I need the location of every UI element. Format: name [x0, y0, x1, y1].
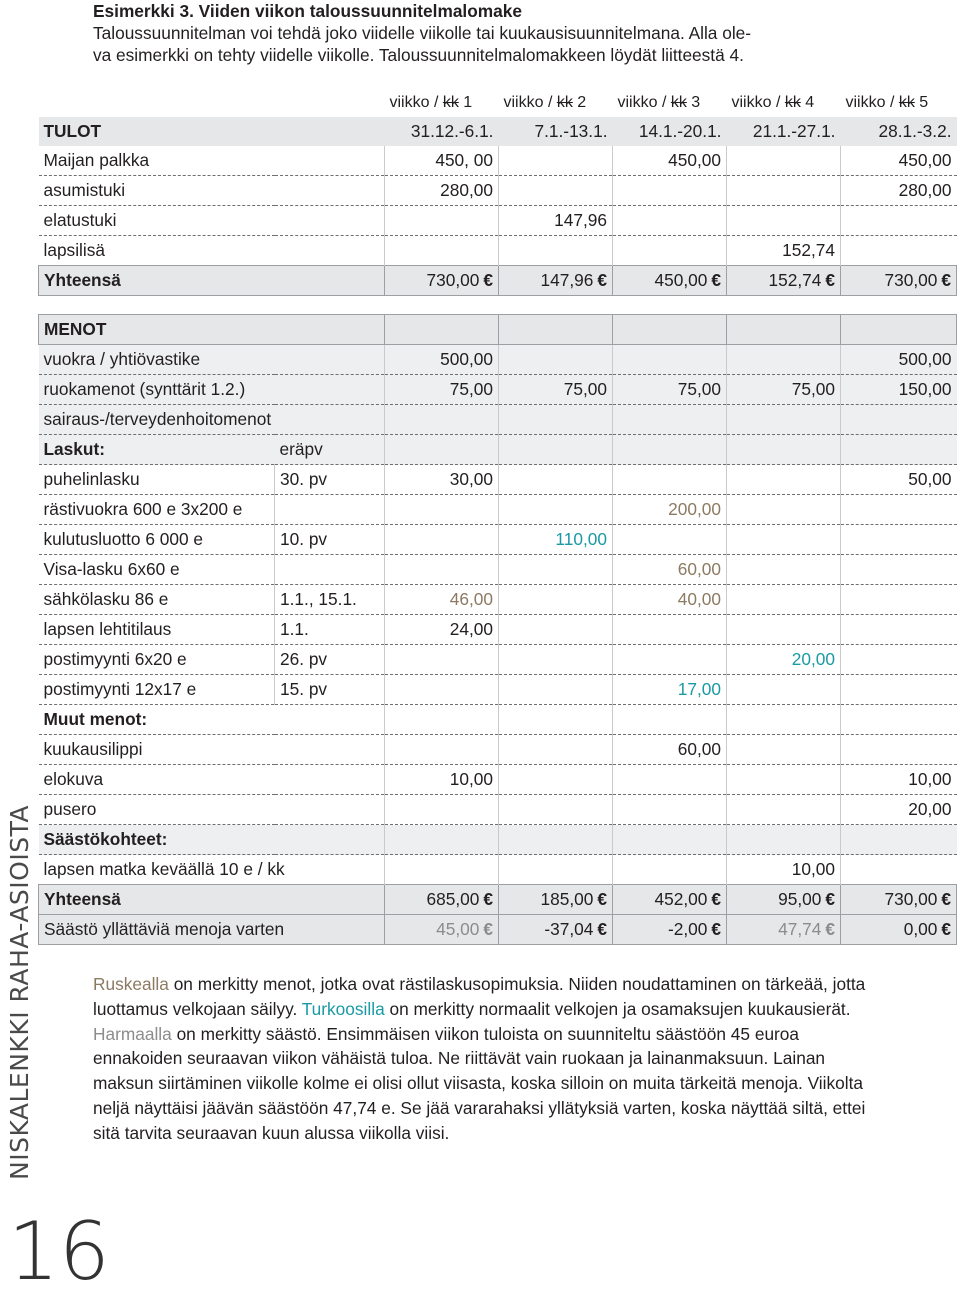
- amount-cell: [727, 645, 841, 675]
- amount-cell: [613, 375, 727, 405]
- amount-cell: [385, 675, 499, 705]
- amount-value: 450,00: [668, 150, 721, 170]
- amount-cell: [499, 206, 613, 236]
- saving-target-row: [39, 855, 957, 885]
- week-text: viikko /: [731, 93, 785, 111]
- row-label: Maijan palkka: [39, 146, 385, 176]
- amount-cell: [385, 855, 499, 885]
- due-date: 10. pv: [275, 525, 385, 555]
- week-text: viikko /: [503, 93, 557, 111]
- amount-value: 452,00: [654, 889, 708, 909]
- amount-value: 110,00: [555, 529, 607, 549]
- week-label: [499, 88, 613, 117]
- amount-value: 730,00: [426, 270, 480, 290]
- empty-cell: [841, 315, 957, 345]
- row-label: sairaus-/terveydenhoitomenot: [39, 405, 385, 435]
- amount-cell: [385, 525, 499, 555]
- other-expense-row: [39, 735, 957, 765]
- amount-value: 500,00: [898, 349, 952, 369]
- amount-value: -37,04: [544, 919, 594, 939]
- note-text-2: on merkitty normaalit velkojen ja osamaksujen kuukausierät.: [384, 998, 851, 1019]
- euro-sign: €: [711, 889, 721, 909]
- euro-sign: €: [711, 919, 721, 939]
- amount-cell: [385, 915, 499, 945]
- amount-cell: [499, 465, 613, 495]
- amount-cell: [613, 735, 727, 765]
- side-title: NISKALENKKI RAHA-ASIOISTA: [5, 804, 34, 1180]
- saasto-header-row: [39, 825, 957, 855]
- amount-cell: [841, 915, 957, 945]
- amount-value: 200,00: [668, 499, 721, 519]
- amount-cell: [727, 236, 841, 266]
- amount-cell: [613, 405, 727, 435]
- row-label: elokuva: [39, 765, 385, 795]
- amount-cell: [613, 525, 727, 555]
- amount-cell: [499, 176, 613, 206]
- amount-cell: [499, 375, 613, 405]
- amount-cell: [385, 345, 499, 375]
- spacer: [39, 296, 957, 315]
- week-text: viikko /: [389, 93, 443, 111]
- bill-row: [39, 675, 957, 705]
- intro-line-1: Taloussuunnitelman voi tehdä joko viidelle viikolle tai kuukausisuunnitelmana. Alla ole-: [93, 23, 752, 43]
- amount-value: 147,96: [554, 210, 607, 230]
- amount-cell: [841, 585, 957, 615]
- week-date-range: 28.1.-3.2.: [841, 117, 957, 146]
- amount-cell: [727, 735, 841, 765]
- amount-cell: [499, 885, 613, 915]
- budget-table: [38, 88, 957, 945]
- amount-value: 17,00: [677, 679, 721, 699]
- empty-cell: [499, 435, 613, 465]
- example-title: Esimerkki 3. Viiden viikon taloussuunnitelmalomake: [93, 1, 522, 21]
- empty-cell: [841, 435, 957, 465]
- week-date-range: 14.1.-20.1.: [613, 117, 727, 146]
- bill-row: [39, 645, 957, 675]
- due-date: 1.1., 15.1.: [275, 585, 385, 615]
- spacer-row: [39, 296, 957, 315]
- week-text: 5: [914, 93, 929, 111]
- due-date: [275, 555, 385, 585]
- dates-row: [39, 117, 957, 146]
- amount-cell: [499, 525, 613, 555]
- amount-cell: [499, 345, 613, 375]
- due-date: 1.1.: [275, 615, 385, 645]
- amount-value: 45,00: [436, 919, 480, 939]
- amount-cell: [613, 645, 727, 675]
- row-label: postimyynti 12x17 e: [39, 675, 275, 705]
- amount-cell: [613, 146, 727, 176]
- amount-value: 20,00: [908, 799, 952, 819]
- amount-cell: [841, 645, 957, 675]
- amount-value: 50,00: [908, 469, 952, 489]
- income-total-row: [39, 266, 957, 296]
- amount-cell: [499, 495, 613, 525]
- empty-cell: [841, 825, 957, 855]
- amount-cell: [385, 266, 499, 296]
- empty-cell: [613, 315, 727, 345]
- week-label: [613, 88, 727, 117]
- income-row: [39, 236, 957, 266]
- amount-cell: [727, 585, 841, 615]
- amount-value: 60,00: [677, 739, 721, 759]
- row-label: lapsen lehtitilaus: [39, 615, 275, 645]
- amount-cell: [385, 615, 499, 645]
- laskut-header-row: [39, 435, 957, 465]
- amount-cell: [613, 585, 727, 615]
- amount-cell: [727, 206, 841, 236]
- amount-value: 46,00: [449, 589, 493, 609]
- amount-cell: [385, 795, 499, 825]
- note-text-1: on merkitty menot, jotka ovat rästilaskusopimuksia. Niiden noudattaminen on tärkeää, jotta luottamus velkojaan säilyy.: [93, 974, 866, 1019]
- amount-cell: [727, 795, 841, 825]
- amount-cell: [727, 176, 841, 206]
- amount-cell: [385, 146, 499, 176]
- amount-cell: [613, 855, 727, 885]
- amount-cell: [841, 855, 957, 885]
- amount-cell: [613, 795, 727, 825]
- amount-value: 450,00: [654, 270, 708, 290]
- amount-value: -2,00: [667, 919, 708, 939]
- due-date-header: eräpv: [275, 435, 385, 465]
- row-label: kulutusluotto 6 000 e: [39, 525, 275, 555]
- week-text: 1: [458, 93, 473, 111]
- empty-cell: [499, 825, 613, 855]
- row-label: puhelinlasku: [39, 465, 275, 495]
- amount-cell: [499, 615, 613, 645]
- week-date-range: 7.1.-13.1.: [499, 117, 613, 146]
- bill-row: [39, 495, 957, 525]
- row-label: lapsen matka keväällä 10 e / kk: [39, 855, 385, 885]
- empty-cell: [499, 315, 613, 345]
- amount-cell: [499, 266, 613, 296]
- amount-value: 147,96: [540, 270, 594, 290]
- week-label: [841, 88, 957, 117]
- bill-row: [39, 555, 957, 585]
- euro-sign: €: [597, 889, 607, 909]
- amount-cell: [385, 735, 499, 765]
- muut-header-row: [39, 705, 957, 735]
- amount-cell: [841, 345, 957, 375]
- section-title-tulot: TULOT: [39, 117, 385, 146]
- amount-cell: [499, 915, 613, 945]
- euro-sign: €: [711, 270, 721, 290]
- amount-cell: [727, 465, 841, 495]
- amount-cell: [499, 645, 613, 675]
- amount-cell: [727, 405, 841, 435]
- subsection-title: Säästökohteet:: [39, 825, 385, 855]
- row-label: pusero: [39, 795, 385, 825]
- amount-value: 730,00: [884, 889, 938, 909]
- amount-cell: [841, 615, 957, 645]
- empty-cell: [727, 435, 841, 465]
- amount-cell: [841, 176, 957, 206]
- euro-sign: €: [825, 889, 835, 909]
- bill-row: [39, 585, 957, 615]
- amount-cell: [385, 885, 499, 915]
- empty-cell: [727, 825, 841, 855]
- row-label: vuokra / yhtiövastike: [39, 345, 385, 375]
- amount-cell: [727, 375, 841, 405]
- struck-month-text: kk: [442, 93, 459, 111]
- amount-value: 20,00: [791, 649, 835, 669]
- amount-value: 75,00: [563, 379, 607, 399]
- expense-total-row: [39, 885, 957, 915]
- week-text: 2: [572, 93, 587, 111]
- bill-row: [39, 465, 957, 495]
- euro-sign: €: [597, 919, 607, 939]
- row-label: rästivuokra 600 e 3x200 e: [39, 495, 275, 525]
- amount-value: 500,00: [440, 349, 493, 369]
- row-label: postimyynti 6x20 e: [39, 645, 275, 675]
- amount-cell: [613, 465, 727, 495]
- intro: [93, 0, 943, 66]
- empty-cell: [613, 435, 727, 465]
- amount-cell: [613, 675, 727, 705]
- amount-cell: [727, 345, 841, 375]
- amount-value: 95,00: [778, 889, 822, 909]
- amount-cell: [727, 615, 841, 645]
- struck-month-text: kk: [898, 93, 915, 111]
- other-expense-row: [39, 765, 957, 795]
- page-number: 16: [8, 1205, 110, 1298]
- row-label: kuukausilippi: [39, 735, 385, 765]
- amount-cell: [727, 885, 841, 915]
- amount-cell: [613, 266, 727, 296]
- amount-cell: [841, 266, 957, 296]
- amount-cell: [499, 146, 613, 176]
- struck-month-text: kk: [670, 93, 687, 111]
- amount-value: 24,00: [449, 619, 493, 639]
- income-row: [39, 206, 957, 236]
- week-text: 3: [686, 93, 701, 111]
- row-label: Säästö yllättäviä menoja varten: [39, 915, 385, 945]
- amount-cell: [727, 525, 841, 555]
- amount-cell: [385, 375, 499, 405]
- amount-value: 150,00: [898, 379, 952, 399]
- income-row: [39, 176, 957, 206]
- expense-row: [39, 375, 957, 405]
- amount-cell: [841, 465, 957, 495]
- amount-cell: [727, 765, 841, 795]
- amount-cell: [613, 345, 727, 375]
- amount-value: 280,00: [898, 180, 952, 200]
- header-spacer: [39, 88, 385, 117]
- amount-cell: [841, 525, 957, 555]
- amount-cell: [841, 795, 957, 825]
- amount-value: 152,74: [768, 270, 822, 290]
- amount-value: 450,00: [898, 150, 952, 170]
- amount-value: 10,00: [791, 859, 835, 879]
- due-date: [275, 495, 385, 525]
- amount-cell: [499, 555, 613, 585]
- note-brown-word: Ruskealla: [93, 974, 169, 994]
- empty-cell: [727, 705, 841, 735]
- euro-sign: €: [941, 919, 951, 939]
- amount-cell: [727, 675, 841, 705]
- amount-cell: [499, 675, 613, 705]
- bill-row: [39, 615, 957, 645]
- amount-cell: [613, 206, 727, 236]
- amount-cell: [499, 765, 613, 795]
- row-label: ruokamenot (synttärit 1.2.): [39, 375, 385, 405]
- row-label: lapsilisä: [39, 236, 385, 266]
- amount-cell: [613, 915, 727, 945]
- amount-cell: [841, 675, 957, 705]
- amount-cell: [727, 146, 841, 176]
- amount-cell: [385, 206, 499, 236]
- expense-row: [39, 405, 957, 435]
- amount-value: 730,00: [884, 270, 938, 290]
- menot-header-row: [39, 315, 957, 345]
- empty-cell: [385, 435, 499, 465]
- intro-line-2: va esimerkki on tehty viidelle viikolle. Taloussuunnitelmalomakkeen löydät liitteestä 4.: [93, 45, 744, 65]
- amount-cell: [499, 795, 613, 825]
- amount-cell: [841, 735, 957, 765]
- amount-cell: [385, 585, 499, 615]
- amount-value: 75,00: [677, 379, 721, 399]
- note-gray-word: Harmaalla: [93, 1023, 172, 1044]
- amount-cell: [385, 405, 499, 435]
- amount-value: 30,00: [449, 469, 493, 489]
- due-date: 15. pv: [275, 675, 385, 705]
- amount-cell: [727, 555, 841, 585]
- amount-cell: [841, 555, 957, 585]
- amount-cell: [841, 765, 957, 795]
- due-date: 30. pv: [275, 465, 385, 495]
- bill-row: [39, 525, 957, 555]
- amount-cell: [727, 266, 841, 296]
- amount-cell: [499, 405, 613, 435]
- empty-cell: [613, 825, 727, 855]
- amount-value: 450, 00: [435, 150, 493, 170]
- amount-cell: [841, 405, 957, 435]
- amount-cell: [841, 375, 957, 405]
- week-label: [385, 88, 499, 117]
- amount-cell: [613, 176, 727, 206]
- note-teal-word: Turkoosilla: [301, 998, 385, 1019]
- amount-cell: [499, 855, 613, 885]
- amount-cell: [613, 495, 727, 525]
- other-expense-row: [39, 795, 957, 825]
- section-title-menot: MENOT: [39, 315, 385, 345]
- amount-cell: [841, 206, 957, 236]
- due-date: 26. pv: [275, 645, 385, 675]
- amount-cell: [499, 236, 613, 266]
- amount-cell: [385, 765, 499, 795]
- euro-sign: €: [483, 270, 493, 290]
- amount-cell: [385, 236, 499, 266]
- empty-cell: [613, 705, 727, 735]
- amount-cell: [613, 555, 727, 585]
- amount-cell: [385, 555, 499, 585]
- euro-sign: €: [941, 270, 951, 290]
- struck-month-text: kk: [784, 93, 801, 111]
- week-header-row: [39, 88, 957, 117]
- week-label: [727, 88, 841, 117]
- row-label: asumistuki: [39, 176, 385, 206]
- color-legend-note: [93, 972, 883, 1146]
- subsection-title: Laskut:: [39, 435, 275, 465]
- row-label: elatustuki: [39, 206, 385, 236]
- amount-value: 685,00: [426, 889, 480, 909]
- struck-month-text: kk: [556, 93, 573, 111]
- euro-sign: €: [597, 270, 607, 290]
- week-text: viikko /: [617, 93, 671, 111]
- amount-cell: [385, 645, 499, 675]
- amount-cell: [613, 765, 727, 795]
- row-label: Yhteensä: [39, 266, 385, 296]
- amount-value: 75,00: [791, 379, 835, 399]
- amount-cell: [613, 885, 727, 915]
- empty-cell: [727, 315, 841, 345]
- amount-cell: [841, 146, 957, 176]
- amount-cell: [841, 885, 957, 915]
- week-text: 4: [800, 93, 815, 111]
- amount-value: 40,00: [677, 589, 721, 609]
- amount-value: 185,00: [540, 889, 594, 909]
- amount-cell: [385, 176, 499, 206]
- amount-cell: [841, 236, 957, 266]
- euro-sign: €: [483, 919, 493, 939]
- amount-value: 75,00: [449, 379, 493, 399]
- euro-sign: €: [825, 919, 835, 939]
- amount-cell: [613, 236, 727, 266]
- amount-cell: [727, 495, 841, 525]
- amount-value: 47,74: [778, 919, 822, 939]
- amount-value: 280,00: [440, 180, 493, 200]
- euro-sign: €: [483, 889, 493, 909]
- amount-cell: [727, 915, 841, 945]
- amount-value: 0,00: [903, 919, 938, 939]
- amount-cell: [841, 495, 957, 525]
- empty-cell: [385, 705, 499, 735]
- amount-cell: [727, 855, 841, 885]
- amount-cell: [385, 465, 499, 495]
- amount-cell: [499, 585, 613, 615]
- amount-cell: [613, 615, 727, 645]
- amount-value: 60,00: [677, 559, 721, 579]
- row-label: Yhteensä: [39, 885, 385, 915]
- empty-cell: [841, 705, 957, 735]
- subsection-title: Muut menot:: [39, 705, 385, 735]
- week-date-range: 31.12.-6.1.: [385, 117, 499, 146]
- empty-cell: [499, 705, 613, 735]
- amount-cell: [385, 495, 499, 525]
- euro-sign: €: [825, 270, 835, 290]
- amount-value: 152,74: [782, 240, 835, 260]
- amount-value: 10,00: [449, 769, 493, 789]
- week-text: viikko /: [845, 93, 899, 111]
- week-date-range: 21.1.-27.1.: [727, 117, 841, 146]
- row-label: Visa-lasku 6x60 e: [39, 555, 275, 585]
- empty-cell: [385, 825, 499, 855]
- amount-cell: [499, 735, 613, 765]
- expense-row: [39, 345, 957, 375]
- income-row: [39, 146, 957, 176]
- euro-sign: €: [941, 889, 951, 909]
- savings-row: [39, 915, 957, 945]
- row-label: sähkölasku 86 e: [39, 585, 275, 615]
- amount-value: 10,00: [908, 769, 952, 789]
- note-text-3: on merkitty säästö. Ensimmäisen viikon tuloista on suunniteltu säästöön 45 euroa ennakoiden seuraavan viikon vähäistä tuloa. Ne riittävät vain ruokaan ja lainanmaksuun. Lainan maksun siirtäminen viikolle kolme ei olisi ollut viisasta, koska silloin on muita tärkeitä menoja. Viikolta neljä näyttäisi jäävän säästöön 47,74 e. Se jää vararahaksi yllätyksiä varten, koska näyttää siltä, ettei sitä tarvita seuraavan kuun alussa viikolla viisi.: [93, 1023, 866, 1143]
- empty-cell: [385, 315, 499, 345]
